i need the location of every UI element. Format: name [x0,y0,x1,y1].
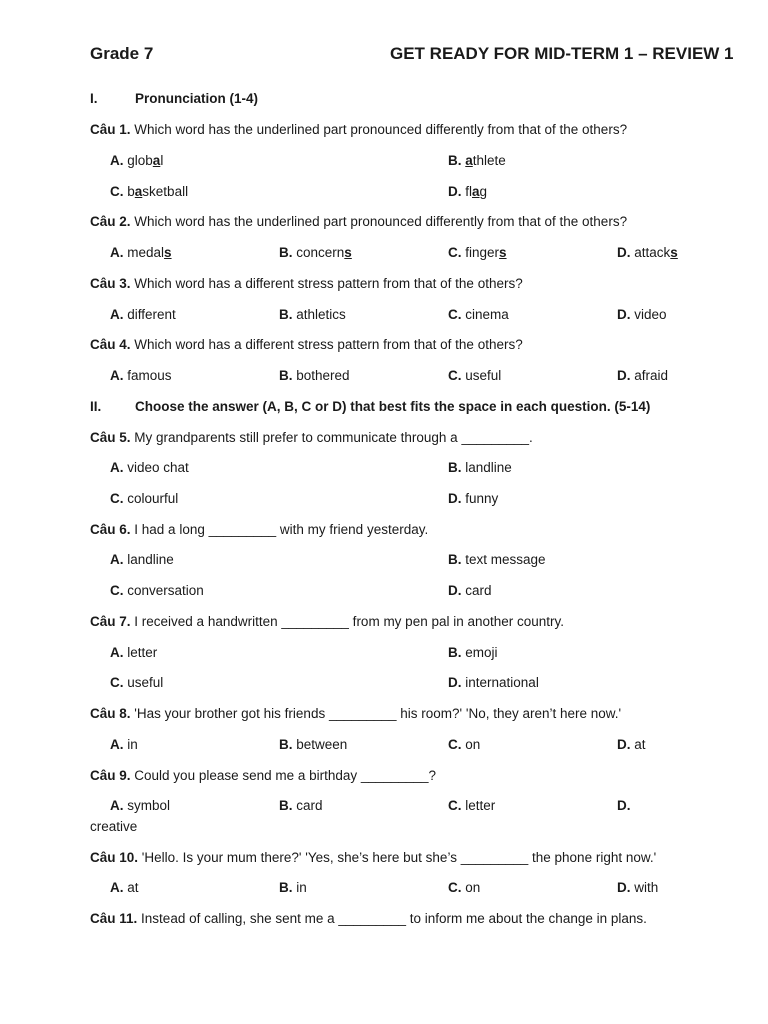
option-a[interactable] [110,880,139,895]
option-a[interactable] [110,460,189,475]
question-2 [90,214,627,229]
option-text: funny [465,491,499,506]
option-letter: D. [617,307,631,322]
question-text: Which word has a different stress pattern from that of the others? [134,337,523,352]
option-letter: C. [448,737,462,752]
option-c[interactable] [448,307,509,322]
option-c[interactable] [448,737,480,752]
question-6 [90,522,428,537]
option-letter: C. [448,245,462,260]
option-text: landline [465,460,512,475]
option-text: athletics [296,307,346,322]
section-number: II. [90,399,102,414]
option-text: g [479,184,488,199]
option-text: glob [127,153,153,168]
question-text: I received a handwritten _________ from my pen pal in another country. [134,614,565,629]
question-number: Câu 6. [90,522,131,537]
option-d[interactable] [617,368,668,383]
option-text: symbol [127,798,171,813]
option-letter: A. [110,307,124,322]
option-letter: D. [617,798,631,813]
option-d[interactable] [617,307,667,322]
question-text: I had a long _________ with my friend yesterday. [134,522,429,537]
option-d[interactable] [448,675,539,690]
option-text: finger [465,245,500,260]
option-b[interactable] [448,645,498,660]
option-letter: C. [448,880,462,895]
option-letter: B. [448,153,462,168]
option-letter: B. [279,245,293,260]
option-letter: D. [617,245,631,260]
underlined-part: s [344,245,352,260]
question-9 [90,768,436,783]
option-letter: C. [110,491,124,506]
underlined-part: a [152,153,161,168]
option-text: in [296,880,307,895]
section-number: I. [90,91,98,106]
option-c[interactable] [448,798,495,813]
option-text: concern [296,245,345,260]
question-text: 'Hello. Is your mum there?' 'Yes, she’s here but she’s _________ the phone right now.' [141,850,657,865]
option-text: card [465,583,492,598]
question-number: Câu 2. [90,214,131,229]
question-4 [90,337,523,352]
option-c[interactable] [448,245,507,260]
option-b[interactable] [279,880,307,895]
option-c[interactable] [110,675,163,690]
option-text: b [127,184,135,199]
option-a[interactable] [110,368,172,383]
option-letter: A. [110,245,124,260]
underlined-part: a [472,184,480,199]
grade-label: Grade 7 [90,44,154,63]
option-b[interactable] [279,245,352,260]
option-text: between [296,737,348,752]
option-letter: C. [110,184,124,199]
option-text: letter [127,645,158,660]
option-text: letter [465,798,496,813]
option-b[interactable] [279,737,347,752]
option-a[interactable] [110,798,170,813]
question-number: Câu 1. [90,122,131,137]
option-letter: A. [110,460,124,475]
question-5 [90,430,533,445]
question-text: Instead of calling, she sent me a _________ to inform me about the change in plans. [141,911,647,926]
option-d[interactable] [617,880,658,895]
question-3 [90,276,523,291]
section-title: Choose the answer (A, B, C or D) that best fits the space in each question. (5-14) [135,399,651,414]
option-letter: A. [110,737,124,752]
option-b[interactable] [279,798,323,813]
option-d[interactable] [617,245,678,260]
option-text: landline [127,552,174,567]
option-letter: D. [448,491,462,506]
question-11 [90,911,647,926]
option-letter: D. [617,880,631,895]
option-text: at [127,880,139,895]
option-letter: D. [617,737,631,752]
underlined-part: a [465,153,473,168]
option-text: attack [634,245,671,260]
option-text: with [634,880,659,895]
option-text: different [127,307,176,322]
option-text: famous [127,368,172,383]
option-letter: A. [110,368,124,383]
underlined-part: s [499,245,507,260]
question-number: Câu 3. [90,276,131,291]
option-letter: A. [110,552,124,567]
option-letter: D. [448,675,462,690]
option-d-wrapped-text: creative [90,819,138,834]
option-c[interactable] [448,880,480,895]
option-letter: D. [448,583,462,598]
option-text: in [127,737,138,752]
question-text: Which word has a different stress pattern from that of the others? [134,276,523,291]
option-text: colourful [127,491,179,506]
option-b[interactable] [448,552,546,567]
option-text: on [465,880,481,895]
option-b[interactable] [279,368,350,383]
section-title: Pronunciation (1-4) [135,91,259,106]
option-b[interactable] [448,460,512,475]
underlined-part: s [164,245,172,260]
option-text: text message [465,552,546,567]
option-a[interactable] [110,307,176,322]
option-a[interactable] [110,645,157,660]
option-d[interactable] [448,583,492,598]
option-letter: B. [448,552,462,567]
option-text: fl [465,184,473,199]
option-text: thlete [472,153,506,168]
option-letter: B. [279,307,293,322]
option-letter: C. [448,368,462,383]
option-text: useful [465,368,502,383]
option-d[interactable] [617,737,646,752]
option-letter: A. [110,798,124,813]
question-number: Câu 9. [90,768,131,783]
question-text: Could you please send me a birthday _________? [134,768,437,783]
option-d[interactable] [448,184,487,199]
option-c[interactable] [110,184,188,199]
question-number: Câu 4. [90,337,131,352]
option-a[interactable] [110,552,174,567]
option-letter: D. [448,184,462,199]
question-text: Which word has the underlined part pronounced differently from that of the others? [134,214,628,229]
option-d[interactable] [617,798,631,813]
question-7 [90,614,564,629]
option-text: bothered [296,368,350,383]
question-text: Which word has the underlined part pronounced differently from that of the others? [134,122,628,137]
option-c[interactable] [110,583,204,598]
option-letter: C. [110,675,124,690]
option-letter: B. [279,368,293,383]
option-text: cinema [465,307,509,322]
option-text: video chat [127,460,189,475]
option-text: international [465,675,539,690]
option-a[interactable] [110,737,138,752]
option-b[interactable] [448,153,506,168]
underlined-part: a [134,184,143,199]
option-text: emoji [465,645,498,660]
question-number: Câu 5. [90,430,131,445]
option-letter: B. [279,880,293,895]
question-text: My grandparents still prefer to communicate through a _________. [134,430,533,445]
option-letter: A. [110,880,124,895]
question-10 [90,850,656,865]
option-letter: D. [617,368,631,383]
question-number: Câu 11. [90,911,138,926]
option-c[interactable] [110,491,178,506]
option-letter: B. [279,737,293,752]
option-c[interactable] [448,368,501,383]
option-text: medal [127,245,165,260]
option-text: l [160,153,164,168]
option-d[interactable] [448,491,498,506]
option-text: card [296,798,323,813]
option-text: on [465,737,481,752]
option-text: conversation [127,583,204,598]
question-number: Câu 10. [90,850,139,865]
option-letter: B. [279,798,293,813]
option-text: video [634,307,667,322]
option-letter: A. [110,645,124,660]
option-letter: A. [110,153,124,168]
option-text: useful [127,675,164,690]
option-a[interactable] [110,245,172,260]
question-1 [90,122,627,137]
option-text: afraid [634,368,669,383]
question-text: 'Has your brother got his friends _________ his room?' 'No, they aren’t here now.' [134,706,622,721]
question-number: Câu 8. [90,706,131,721]
underlined-part: s [670,245,678,260]
option-letter: C. [110,583,124,598]
option-letter: B. [448,460,462,475]
option-letter: C. [448,307,462,322]
question-number: Câu 7. [90,614,131,629]
option-a[interactable] [110,153,163,168]
worksheet-title: GET READY FOR MID-TERM 1 – REVIEW 1 [390,44,734,63]
option-letter: B. [448,645,462,660]
option-b[interactable] [279,307,346,322]
option-letter: C. [448,798,462,813]
question-8 [90,706,621,721]
option-text: sketball [142,184,189,199]
option-text: at [634,737,646,752]
